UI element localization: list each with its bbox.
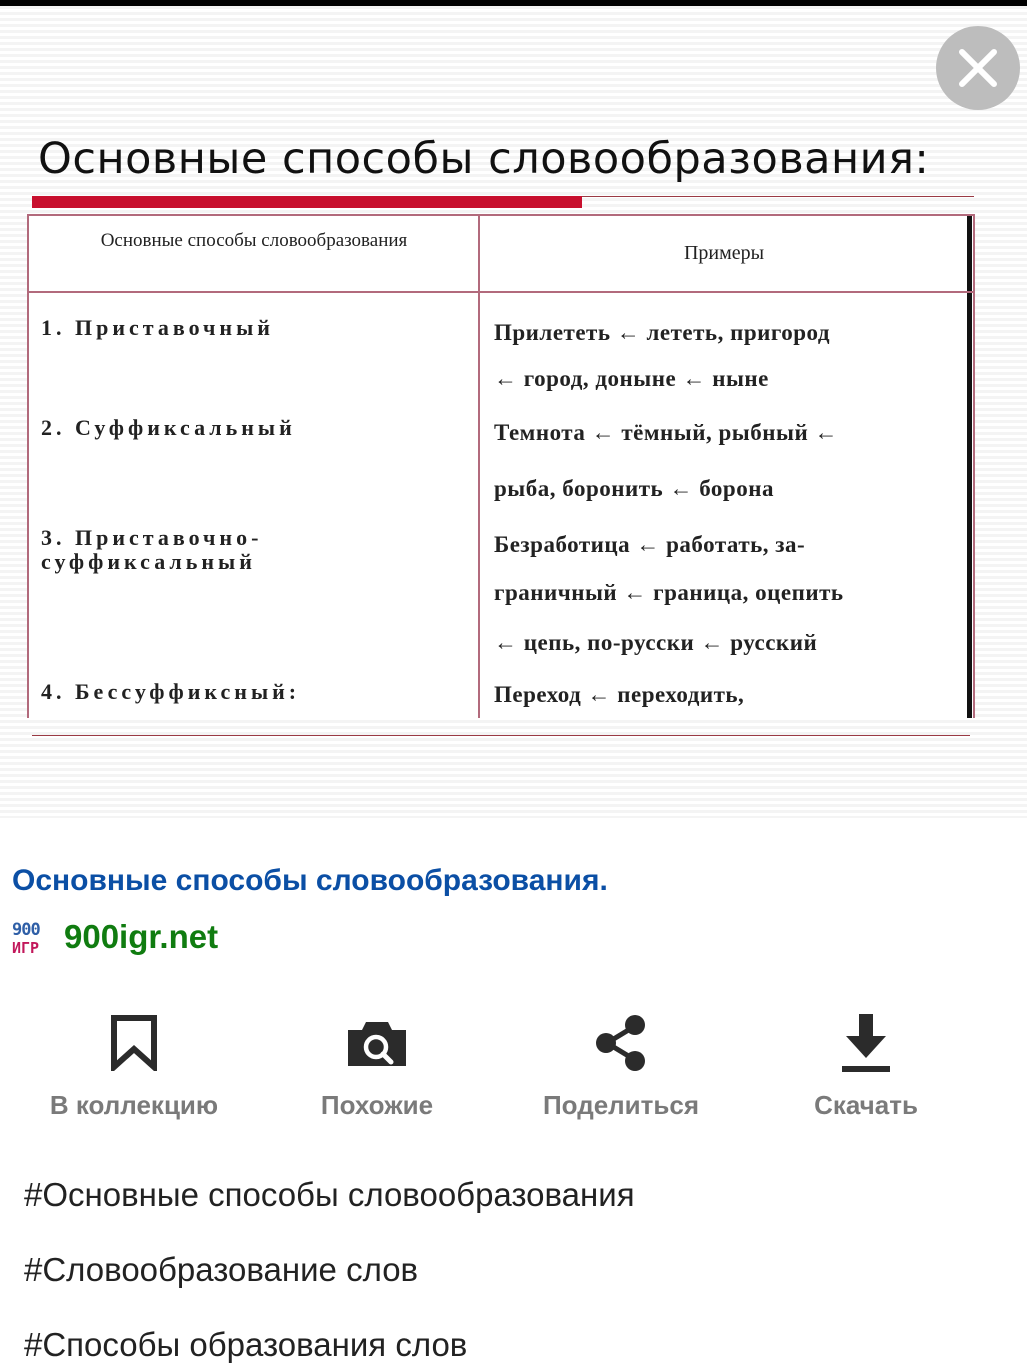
example-line: Прилететь ← лететь, пригород bbox=[494, 320, 831, 345]
example-line: рыба, боронить ← борона bbox=[494, 476, 774, 501]
share-icon bbox=[593, 1014, 649, 1072]
download-icon bbox=[840, 1012, 892, 1074]
similar-button[interactable] bbox=[257, 1008, 497, 1128]
method-no-suffix: 4. Бессуффиксный: bbox=[41, 679, 301, 704]
method-prefix-suffix-line2: суффиксальный bbox=[41, 549, 256, 574]
download-label: Скачать bbox=[814, 1090, 918, 1120]
title-underline-line bbox=[582, 196, 974, 197]
method-prefix: 1. Приставочный bbox=[41, 315, 274, 340]
example-line: ← цепь, по-русски ← русский bbox=[494, 630, 818, 655]
header-divider bbox=[29, 291, 973, 293]
download-button[interactable] bbox=[746, 1008, 986, 1128]
share-button[interactable] bbox=[501, 1008, 741, 1128]
site-link[interactable]: 900igr.net bbox=[64, 918, 219, 955]
logo-line-1: 900 bbox=[12, 920, 40, 940]
method-prefix-suffix: 3. Приставочно- bbox=[41, 525, 263, 550]
site-logo bbox=[12, 920, 54, 960]
bookmark-icon bbox=[110, 1015, 158, 1071]
example-line: Безработица ← работать, за- bbox=[494, 532, 806, 557]
logo-line-2: ИГР bbox=[12, 939, 40, 957]
method-suffix: 2. Суффиксальный bbox=[41, 415, 296, 440]
header-methods: Основные способы словообразования bbox=[100, 230, 408, 251]
bottom-divider bbox=[32, 735, 970, 736]
camera-search-icon bbox=[346, 1018, 408, 1068]
header-examples: Примеры bbox=[683, 242, 765, 264]
result-title-link[interactable]: Основные способы словообразования. bbox=[12, 864, 608, 897]
similar-label: Похожие bbox=[320, 1090, 434, 1120]
image-preview[interactable] bbox=[0, 6, 1027, 818]
close-button[interactable] bbox=[936, 26, 1020, 110]
example-line: Переход ← переходить, bbox=[494, 682, 745, 707]
methods-table bbox=[27, 214, 975, 718]
add-to-collection-button[interactable] bbox=[14, 1008, 254, 1128]
example-line: Темнота ← тёмный, рыбный ← bbox=[494, 420, 838, 445]
example-line: граничный ← граница, оцепить bbox=[494, 580, 844, 605]
slide-title: Основные способы словообразования: bbox=[38, 134, 930, 184]
example-line: ← город, доныне ← ныне bbox=[494, 366, 769, 391]
tag-link[interactable]: #Основные способы словообразования bbox=[24, 1176, 635, 1213]
tag-link[interactable]: #Словообразование слов bbox=[24, 1251, 419, 1288]
tag-link[interactable]: #Способы образования слов bbox=[24, 1326, 468, 1363]
close-icon bbox=[956, 46, 1000, 90]
add-to-collection-label: В коллекцию bbox=[49, 1090, 219, 1120]
share-label: Поделиться bbox=[542, 1090, 700, 1120]
title-underline-bar bbox=[32, 196, 582, 208]
